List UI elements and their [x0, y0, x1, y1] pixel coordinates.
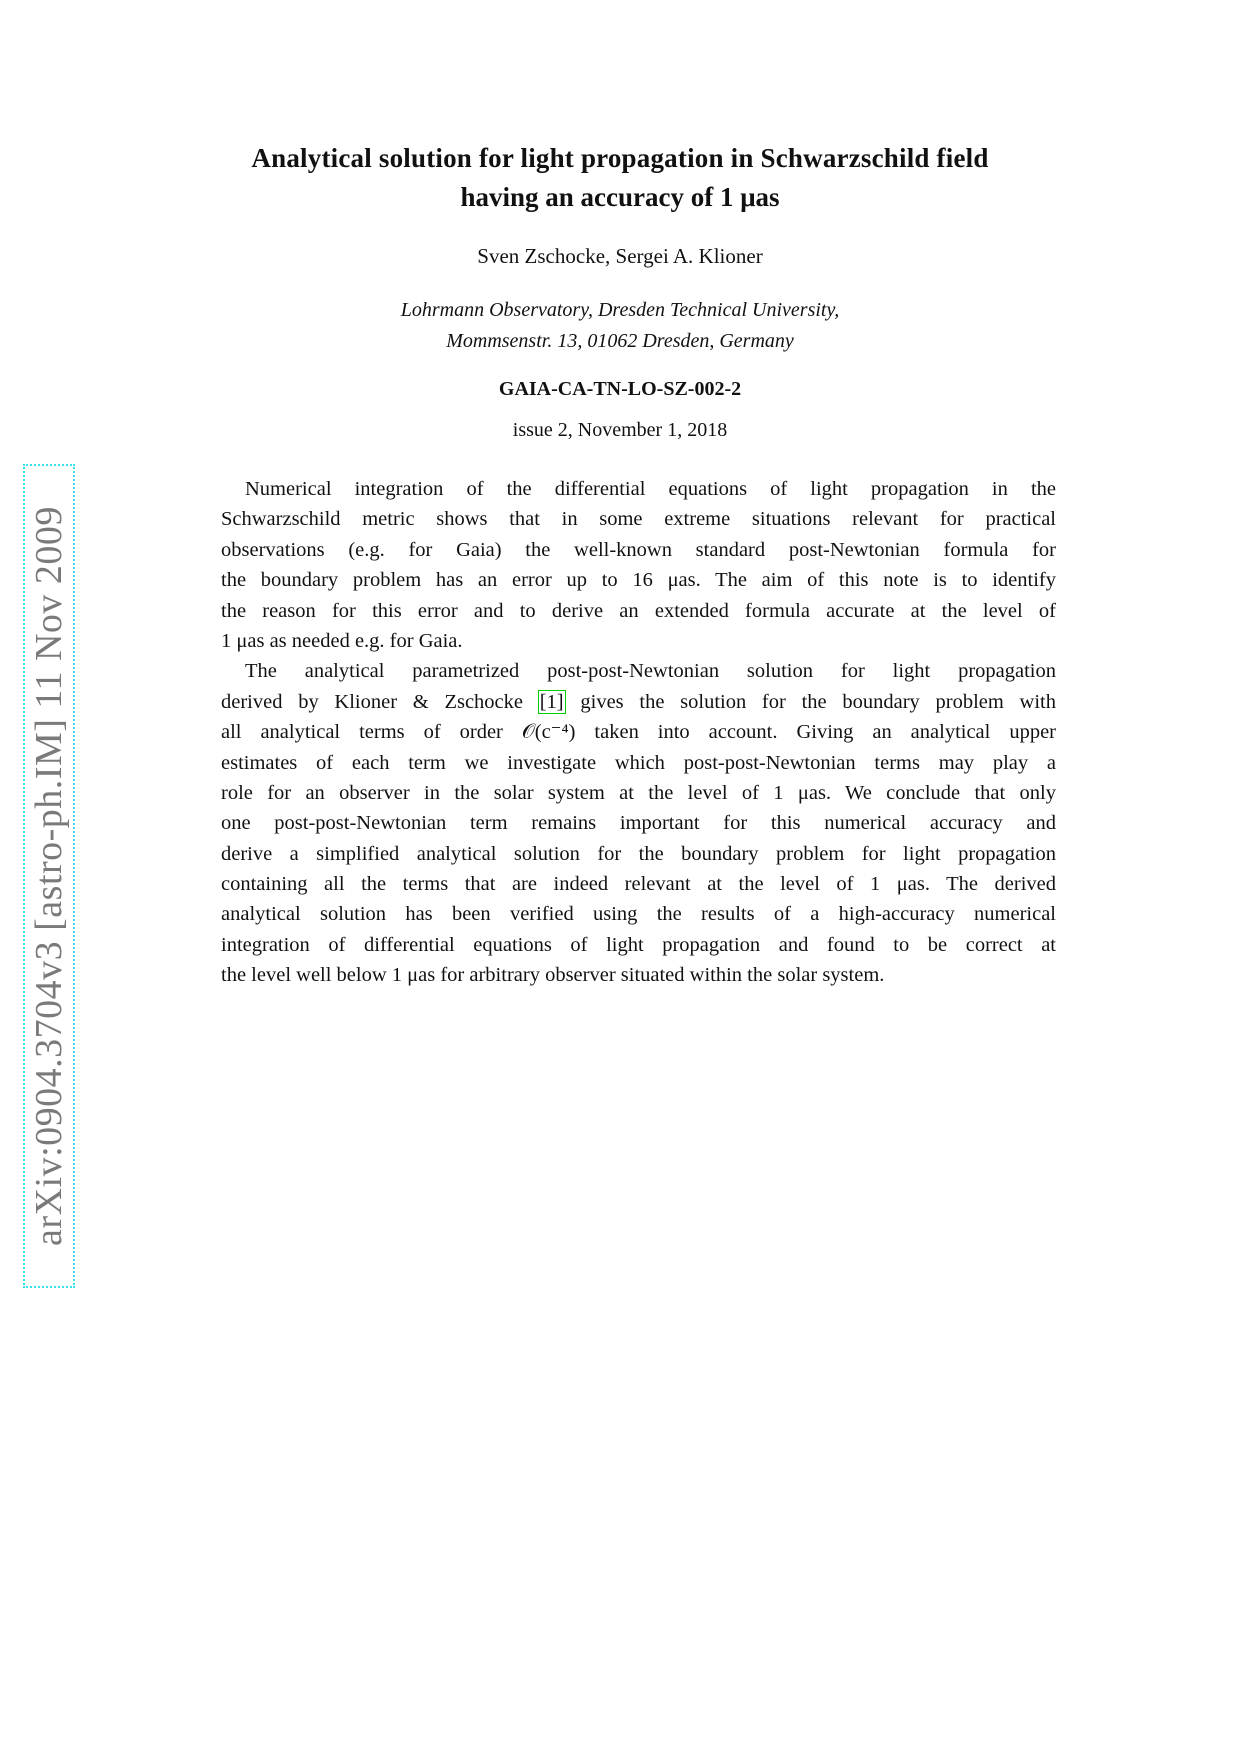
document-id: GAIA-CA-TN-LO-SZ-002-2: [498, 378, 742, 400]
abstract-line: derive a simplified analytical solution for the boundary problem for light propagation: [221, 842, 1056, 865]
authors: Sven Zschocke, Sergei A. Klioner: [477, 244, 763, 268]
abstract-line: integration of differential equations of light propagation and found to be correct at: [221, 933, 1056, 956]
abstract-line: The analytical parametrized post-post-Newtonian solution for light propagation: [245, 660, 1056, 683]
abstract-line: containing all the terms that are indeed relevant at the level of 1 μas. The derived: [221, 873, 1056, 896]
abstract-paragraph-2: [221, 656, 1056, 990]
abstract-line: role for an observer in the solar system at the level of 1 μas. We conclude that only: [221, 781, 1056, 804]
abstract-line: Schwarzschild metric shows that in some extreme situations relevant for practical: [221, 508, 1056, 531]
arxiv-stamp: [23, 464, 75, 1288]
issue-date: issue 2, November 1, 2018: [512, 419, 728, 441]
abstract-line: 1 μas as needed e.g. for Gaia.: [221, 629, 463, 652]
abstract-paragraph-1: [221, 474, 1056, 656]
abstract-line: one post-post-Newtonian term remains important for this numerical accuracy and: [221, 812, 1056, 835]
abstract-line: analytical solution has been verified using the results of a high-accuracy numerical: [221, 903, 1056, 926]
abstract-line: estimates of each term we investigate which post-post-Newtonian terms may play a: [221, 751, 1056, 774]
abstract: [221, 474, 1056, 991]
paper-title-line-1: Analytical solution for light propagation in Schwarzschild field: [251, 143, 989, 173]
abstract-line: the reason for this error and to derive an extended formula accurate at the level of: [221, 599, 1056, 622]
abstract-line: observations (e.g. for Gaia) the well-known standard post-Newtonian formula for: [221, 538, 1056, 561]
text-span: derived by Klioner & Zschocke: [221, 690, 539, 713]
abstract-line: all analytical terms of order 𝒪(c⁻⁴) taken into account. Giving an analytical upper: [221, 721, 1056, 744]
affiliation-line-1: Lohrmann Observatory, Dresden Technical University,: [400, 299, 840, 321]
paper-title-line-2: having an accuracy of 1 μas: [460, 182, 780, 212]
arxiv-stamp-text: arXiv:0904.3704v3 [astro-ph.IM] 11 Nov 2009: [28, 506, 70, 1246]
citation-link[interactable]: [1]: [539, 690, 564, 713]
abstract-line: [221, 687, 1056, 717]
affiliation-line-2: Mommsenstr. 13, 01062 Dresden, Germany: [446, 330, 794, 352]
abstract-line: the boundary problem has an error up to 16 μas. The aim of this note is to identify: [221, 569, 1056, 592]
abstract-line: the level well below 1 μas for arbitrary observer situated within the solar system.: [221, 964, 885, 987]
abstract-line: Numerical integration of the differential equations of light propagation in the: [245, 478, 1056, 500]
text-span: gives the solution for the boundary problem with: [564, 690, 1056, 713]
